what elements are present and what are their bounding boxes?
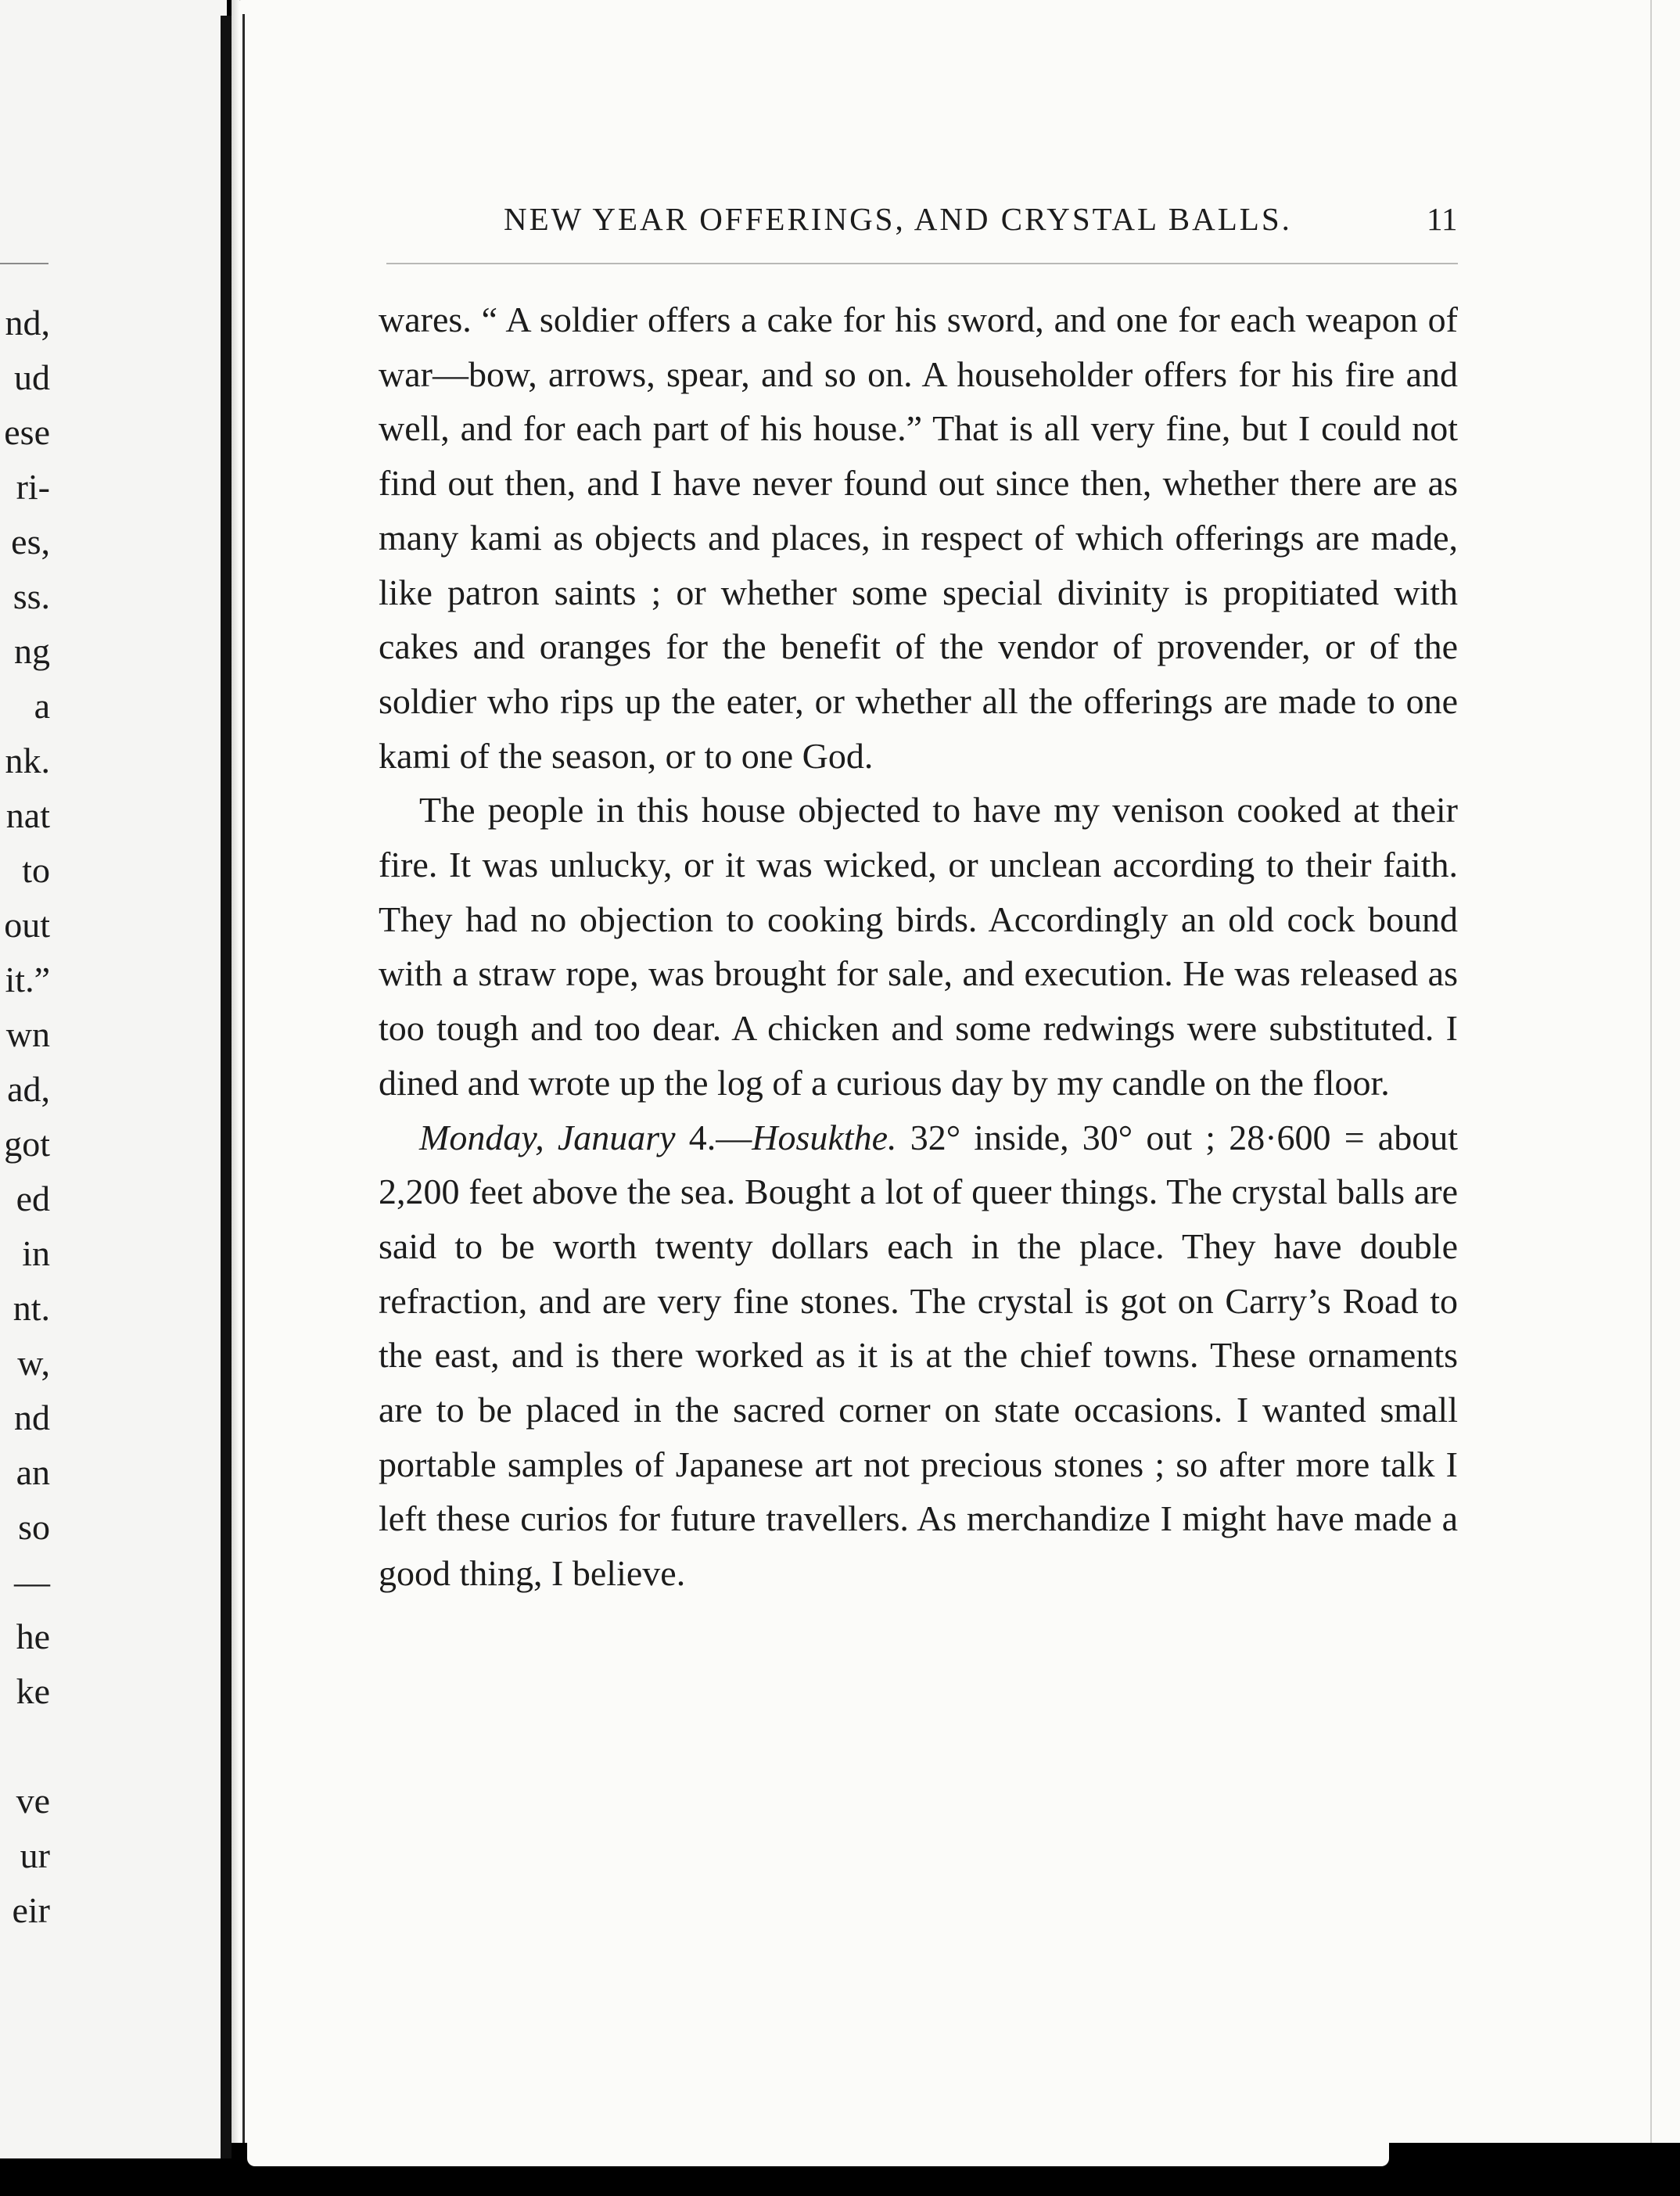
facing-page-line-end: ur bbox=[20, 1835, 50, 1875]
facing-page-line-end: so bbox=[18, 1507, 50, 1547]
facing-page-line-end: es, bbox=[11, 522, 50, 562]
facing-page-line-end: ve bbox=[16, 1781, 50, 1821]
facing-page-line-end: nd, bbox=[5, 303, 50, 343]
diary-date-number: 4.— bbox=[688, 1117, 752, 1157]
book-gutter bbox=[221, 16, 232, 2158]
facing-page-line-end: nk. bbox=[5, 741, 50, 780]
page-bottom-edge bbox=[232, 2143, 1680, 2196]
facing-page-line-end: eir bbox=[12, 1890, 50, 1930]
facing-page-line-end: w, bbox=[17, 1343, 50, 1383]
facing-page-header-rule bbox=[0, 263, 48, 264]
facing-page-line-end: nd bbox=[14, 1398, 50, 1437]
facing-page-line-end: — bbox=[14, 1562, 50, 1602]
binding-line bbox=[242, 14, 245, 2196]
facing-page-line-end: ed bbox=[16, 1179, 50, 1218]
paragraph-3 bbox=[379, 1111, 1458, 1601]
page-number: 11 bbox=[1427, 201, 1458, 237]
facing-page bbox=[0, 0, 227, 2158]
facing-page-line-end: ri- bbox=[16, 467, 50, 507]
paragraph-2: The people in this house objected to have my venison cooked at their fire. It was unlucky, or it was wicked, or unclean according to their faith. They had no objection to cooking birds. Accordingly an old cock bound with a straw rope, was brought for sale, and execution. He was released as too tough and too dear. A chicken and some redwings were substituted. I dined and wrote up the log of a curious day by my candle on the floor. bbox=[379, 790, 1458, 1103]
facing-page-line-end: he bbox=[16, 1616, 50, 1656]
facing-page-line-end: ss. bbox=[13, 576, 50, 616]
facing-page-line-end: got bbox=[4, 1124, 50, 1164]
facing-page-line-end: nt. bbox=[13, 1288, 50, 1328]
paragraph-1: wares. “ A soldier offers a cake for his sword, and one for each weapon of war—bow, arrows, spear, and so on. A householder offers for his fire and well, and for each part of his house.” That is all very fine, but I could not find out then, and I have never found out since then, whether there are as many kami as objects and places, in respect of which offerings are made, like patron saints ; or whether some special divinity is propitiated with cakes and oranges for the benefit of the vendor of provender, or of the soldier who rips up the eater, or whether all the offerings are made to one kami of the season, or to one God. bbox=[379, 300, 1458, 776]
facing-page-line-end: it.” bbox=[5, 960, 50, 999]
diary-date: Monday, January bbox=[419, 1117, 676, 1157]
facing-page-line-end: ke bbox=[16, 1671, 50, 1711]
facing-page-line-end: to bbox=[22, 850, 50, 890]
facing-page-line-end: ad, bbox=[7, 1069, 50, 1109]
facing-page-line-end: ese bbox=[4, 412, 50, 452]
facing-page-line-end: ng bbox=[14, 631, 50, 671]
facing-page-line-end: in bbox=[22, 1233, 50, 1273]
running-title: NEW YEAR OFFERINGS, AND CRYSTAL BALLS. bbox=[504, 201, 1292, 237]
page-right-edge bbox=[1650, 0, 1680, 2196]
facing-page-line-end: an bbox=[16, 1452, 50, 1492]
body-text bbox=[379, 292, 1458, 1601]
page-bottom-curl bbox=[247, 2143, 1389, 2166]
paragraph-3-text: 32° inside, 30° out ; 28·600 = about 2,200 feet above the sea. Bought a lot of queer things. The crystal balls are said to be worth twenty dollars each in the place. They have double refraction, and are very fine stones. The crystal is got on Carry’s Road to the east, and is there worked as it is at the chief towns. These ornaments are to be placed in the sacred corner on state occasions. I wanted small portable samples of Japanese art not precious stones ; so after more talk I left these curios for future travellers. As merchandize I might have made a good thing, I believe. bbox=[379, 1117, 1459, 1594]
header-rule bbox=[386, 263, 1458, 264]
facing-page-line-end: wn bbox=[5, 1014, 50, 1054]
facing-page-line-end: ud bbox=[14, 357, 50, 397]
page-edge-shadow bbox=[232, 0, 239, 2196]
facing-page-line-end: out bbox=[4, 905, 50, 945]
facing-page-line-end: nat bbox=[5, 795, 50, 835]
diary-place: Hosukthe. bbox=[752, 1117, 897, 1157]
facing-page-line-end: a bbox=[34, 686, 50, 726]
